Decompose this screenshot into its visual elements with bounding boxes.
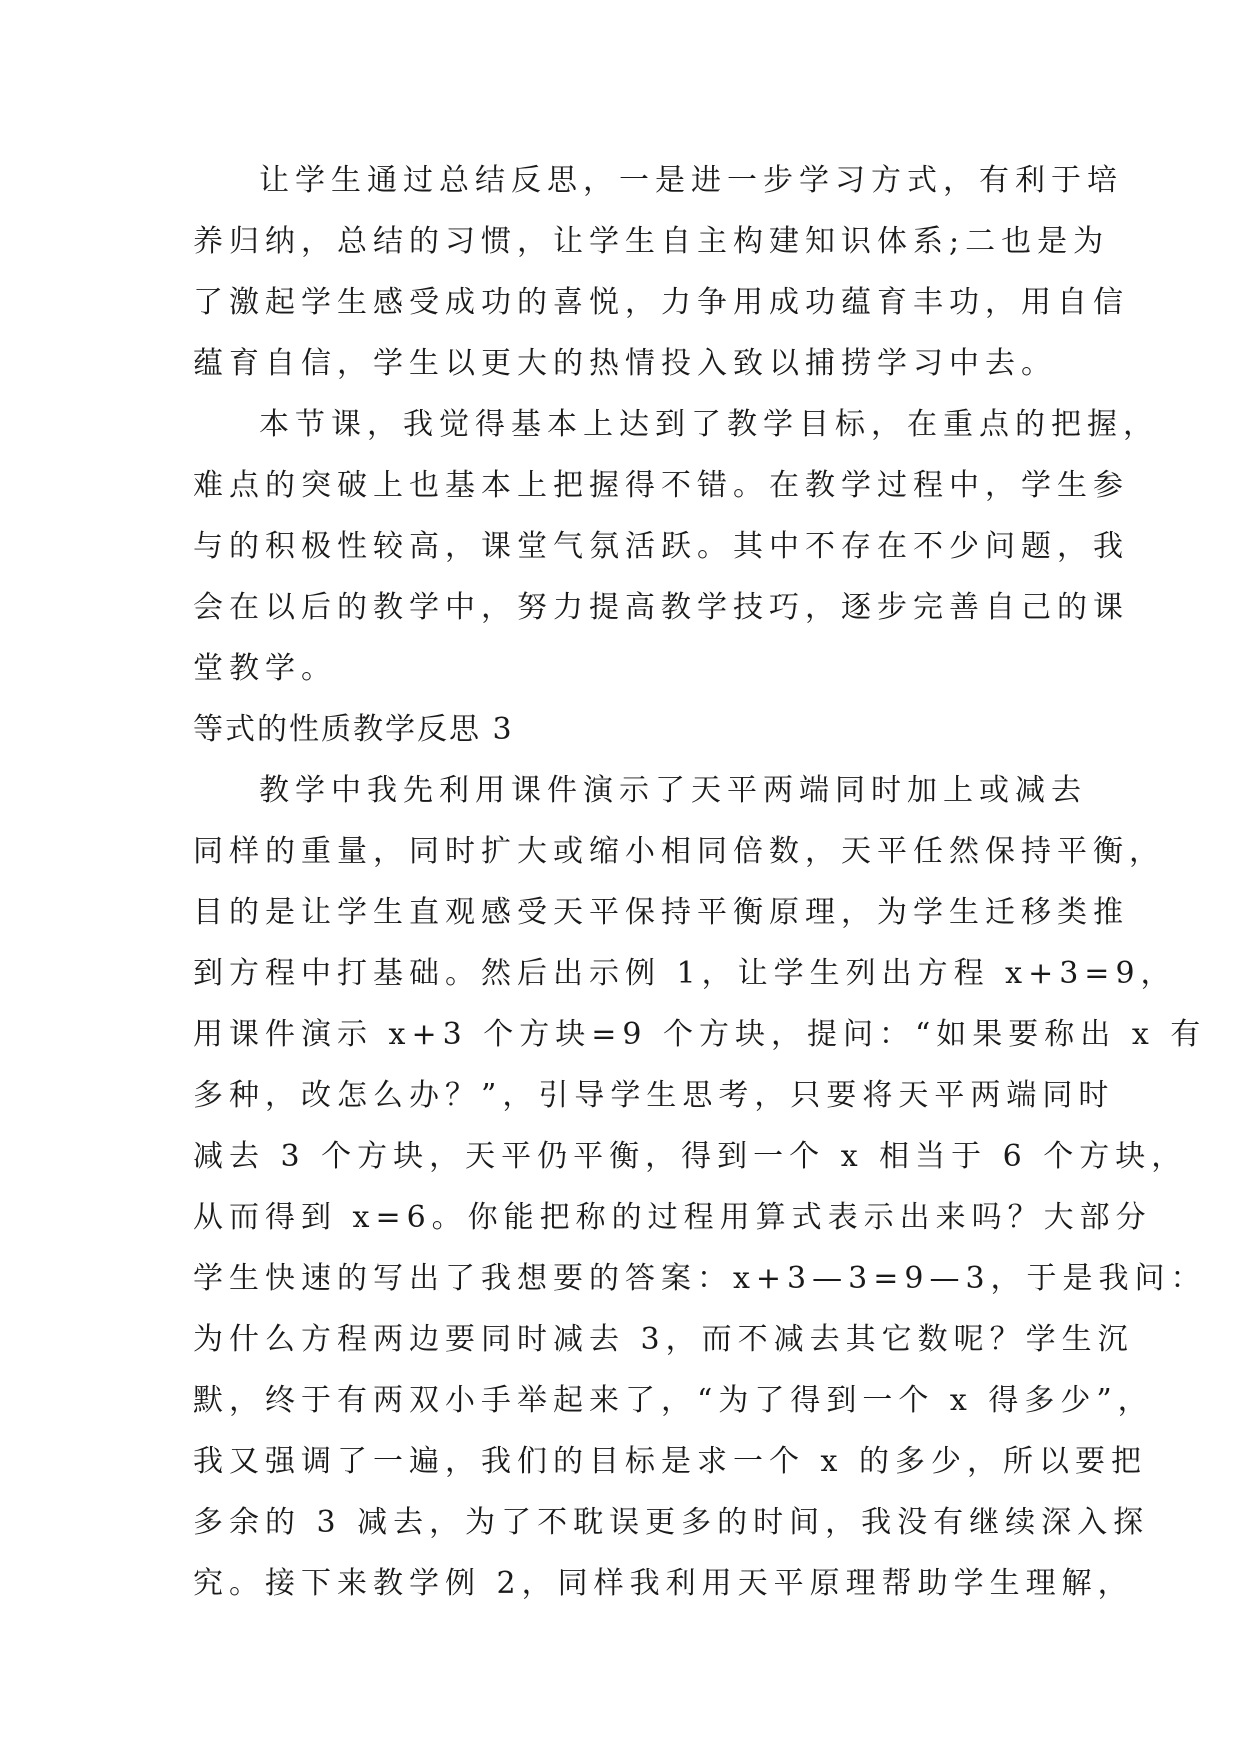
text-line: 教学中我先利用课件演示了天平两端同时加上或减去 xyxy=(259,773,1087,808)
text-line: 难点的突破上也基本上把握得不错。在教学过程中，学生参 xyxy=(193,468,1129,503)
text-line: 与的积极性较高，课堂气氛活跃。其中不存在不少问题，我 xyxy=(193,529,1129,564)
text-line: 目的是让学生直观感受天平保持平衡原理，为学生迁移类推 xyxy=(193,895,1129,930)
text-line: 学生快速的写出了我想要的答案：x+3—3=9—3，于是我问： xyxy=(193,1261,1207,1296)
text-line: 本节课，我觉得基本上达到了教学目标，在重点的把握， xyxy=(259,407,1159,442)
text-line: 默，终于有两双小手举起来了，“为了得到一个 x 得多少”， xyxy=(193,1383,1154,1418)
text-line: 我又强调了一遍，我们的目标是求一个 x 的多少，所以要把 xyxy=(193,1444,1147,1479)
text-line: 到方程中打基础。然后出示例 1，让学生列出方程 x+3=9， xyxy=(193,956,1177,991)
text-line: 让学生通过总结反思，一是进一步学习方式，有利于培 xyxy=(259,163,1123,198)
paragraph-reflection-summary xyxy=(193,150,1129,394)
text-line: 多余的 3 减去，为了不耽误更多的时间，我没有继续深入探 xyxy=(193,1505,1150,1540)
text-line: 堂教学。 xyxy=(193,651,337,686)
text-line: 多种，改怎么办？”，引导学生思考，只要将天平两端同时 xyxy=(193,1078,1115,1113)
text-line: 究。接下来教学例 2，同样我利用天平原理帮助学生理解， xyxy=(193,1566,1134,1601)
paragraph-lesson-evaluation xyxy=(193,394,1159,699)
text-line: 从而得到 x=6。你能把称的过程用算式表示出来吗？大部分 xyxy=(193,1200,1152,1235)
paragraph-teaching-process xyxy=(193,760,1207,1614)
section-heading: 等式的性质教学反思 3 xyxy=(193,712,514,747)
document-body xyxy=(193,150,1207,1614)
text-line: 同样的重量，同时扩大或缩小相同倍数，天平任然保持平衡， xyxy=(193,834,1165,869)
text-line: 会在以后的教学中，努力提高教学技巧，逐步完善自己的课 xyxy=(193,590,1129,625)
text-line: 养归纳，总结的习惯，让学生自主构建知识体系;二也是为 xyxy=(193,224,1110,259)
text-line: 蕴育自信，学生以更大的热情投入致以捕捞学习中去。 xyxy=(193,346,1057,381)
text-line: 减去 3 个方块，天平仍平衡，得到一个 x 相当于 6 个方块， xyxy=(193,1139,1188,1174)
text-line: 为什么方程两边要同时减去 3，而不减去其它数呢？学生沉 xyxy=(193,1322,1134,1357)
text-line: 用课件演示 x+3 个方块=9 个方块，提问：“如果要称出 x 有 xyxy=(193,1017,1207,1052)
text-line: 了激起学生感受成功的喜悦，力争用成功蕴育丰功，用自信 xyxy=(193,285,1129,320)
